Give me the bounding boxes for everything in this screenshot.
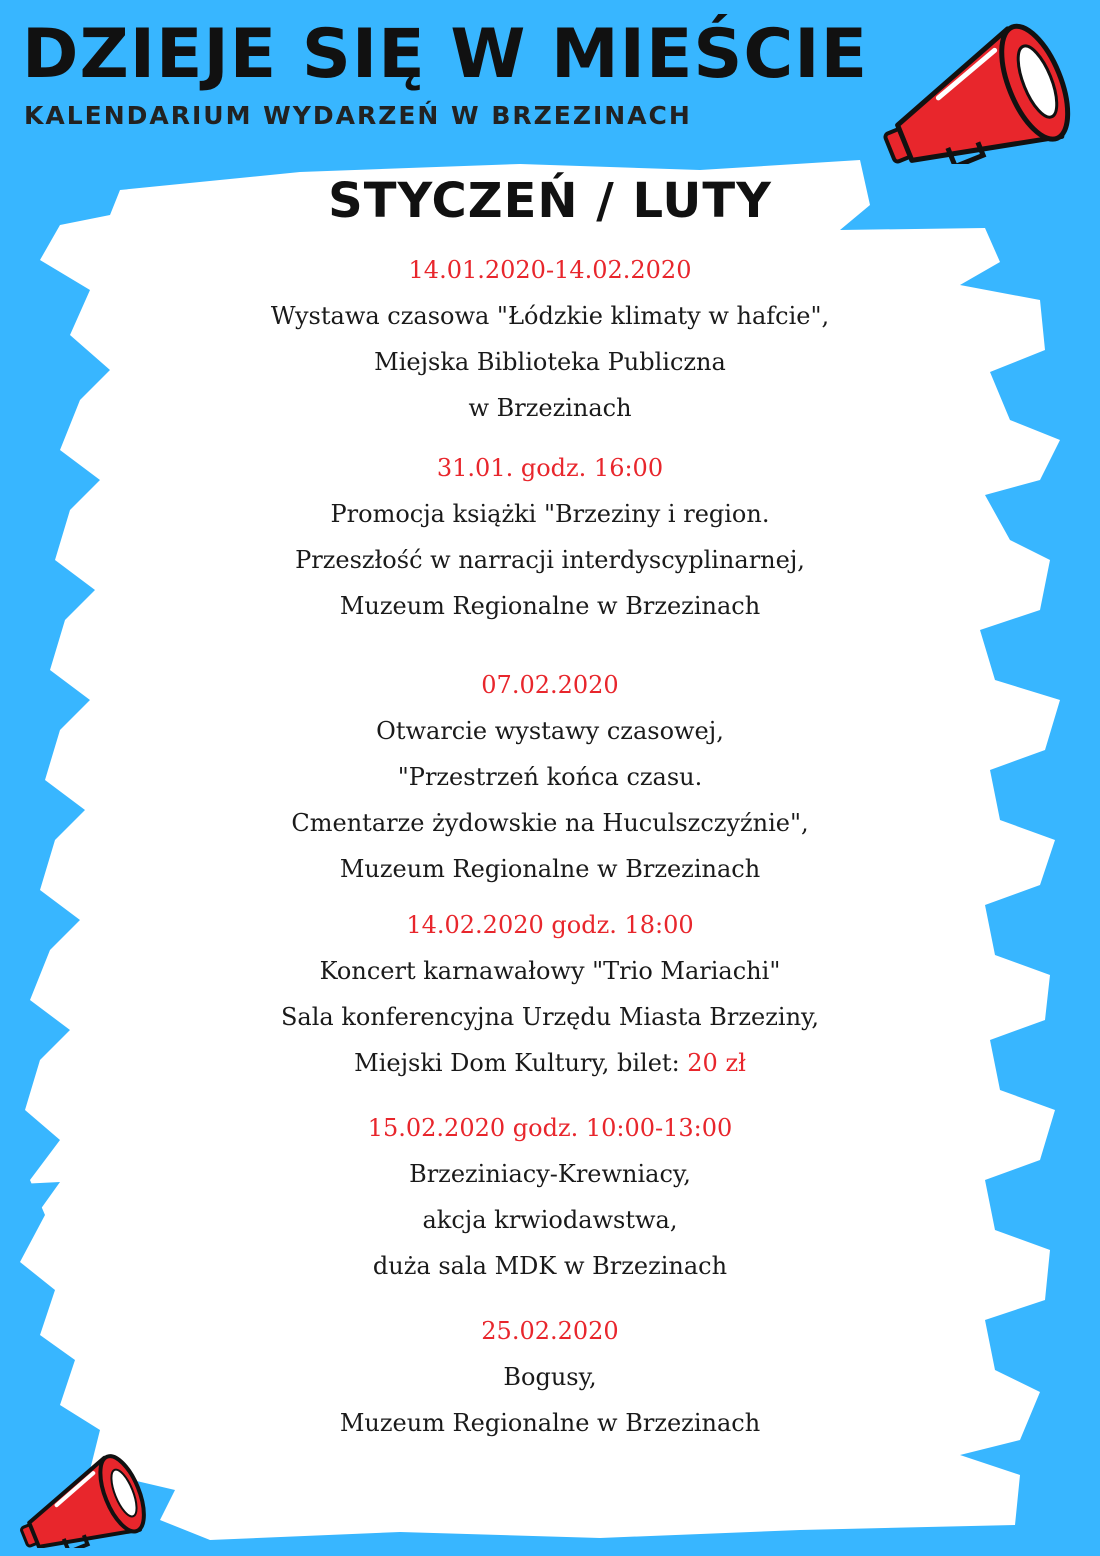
- megaphone-icon: [868, 14, 1090, 164]
- megaphone-icon: [10, 1448, 160, 1548]
- event-ticket-line: [200, 1040, 900, 1086]
- event-line: Promocja książki "Brzeziny i region.: [330, 500, 770, 528]
- event-3: [200, 662, 900, 892]
- ticket-prefix: Miejski Dom Kultury, bilet:: [354, 1049, 688, 1077]
- page-subtitle: KALENDARIUM WYDARZEŃ W BRZEZINACH: [24, 101, 692, 130]
- event-line: Otwarcie wystawy czasowej,: [376, 717, 724, 745]
- event-line: Muzeum Regionalne w Brzezinach: [339, 1409, 761, 1437]
- event-date: 31.01. godz. 16:00: [436, 454, 664, 482]
- event-line: Sala konferencyjna Urzędu Miasta Brzeziny,: [280, 1003, 820, 1031]
- ticket-price: 20 zł: [687, 1049, 746, 1077]
- event-line: Cmentarze żydowskie na Huculszczyźnie",: [291, 809, 809, 837]
- event-6: [200, 1308, 900, 1446]
- event-line: Muzeum Regionalne w Brzezinach: [339, 855, 761, 883]
- event-line: Koncert karnawałowy "Trio Mariachi": [319, 957, 781, 985]
- event-line: w Brzezinach: [468, 394, 632, 422]
- event-line: Brzeziniacy-Krewniacy,: [409, 1160, 691, 1188]
- event-date: 14.01.2020-14.02.2020: [408, 256, 692, 284]
- month-heading: STYCZEŃ / LUTY: [328, 173, 772, 229]
- event-line: "Przestrzeń końca czasu.: [397, 763, 703, 791]
- event-line: duża sala MDK w Brzezinach: [372, 1252, 728, 1280]
- event-date: 14.02.2020 godz. 18:00: [406, 911, 694, 939]
- event-line: Miejska Biblioteka Publiczna: [374, 348, 726, 376]
- event-line: Wystawa czasowa "Łódzkie klimaty w hafcie",: [270, 302, 830, 330]
- event-line: akcja krwiodawstwa,: [422, 1206, 678, 1234]
- event-line: Przeszłość w narracji interdyscyplinarnej,: [295, 546, 805, 574]
- event-4: [200, 902, 900, 1086]
- event-line: Muzeum Regionalne w Brzezinach: [339, 592, 761, 620]
- event-date: 15.02.2020 godz. 10:00-13:00: [367, 1114, 733, 1142]
- event-2: [200, 445, 900, 629]
- event-5: [200, 1105, 900, 1289]
- page-title: DZIEJE SIĘ W MIEŚCIE: [22, 15, 869, 94]
- event-date: 25.02.2020: [481, 1317, 619, 1345]
- event-line: Bogusy,: [503, 1363, 597, 1391]
- event-1: [200, 247, 900, 431]
- event-date: 07.02.2020: [481, 671, 619, 699]
